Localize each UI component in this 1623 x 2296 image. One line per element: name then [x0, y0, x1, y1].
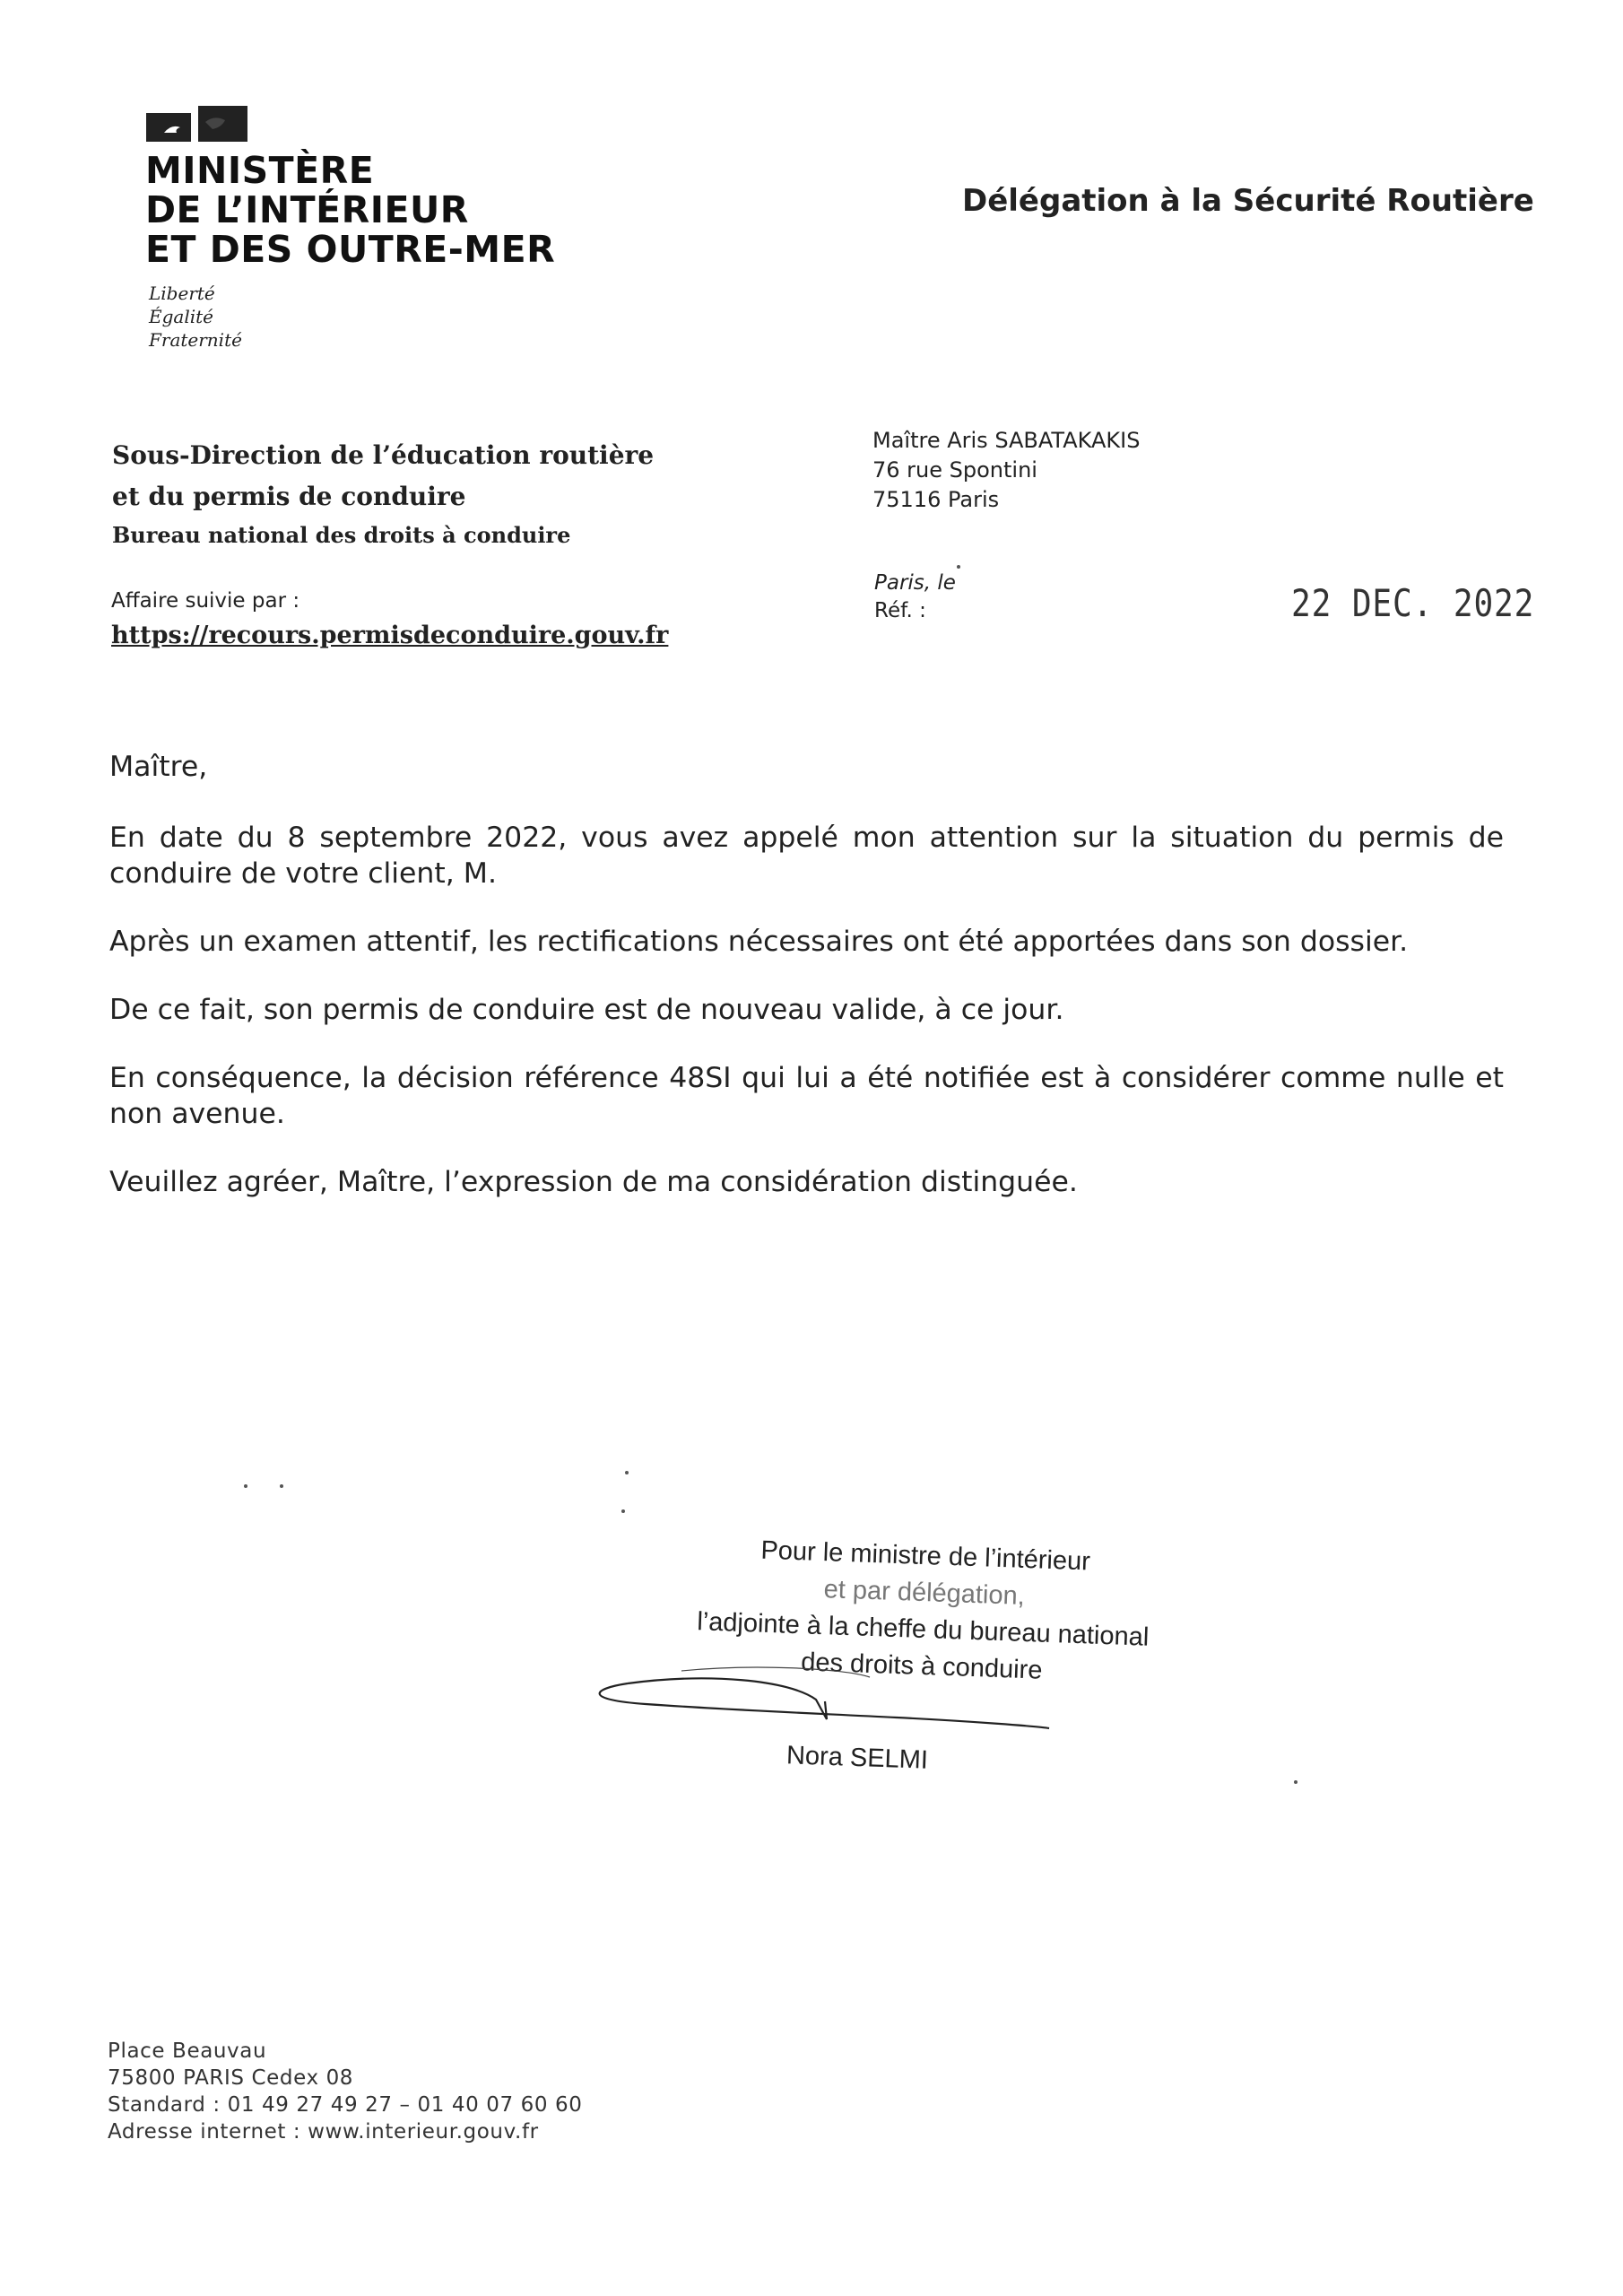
footer-address: [108, 2038, 582, 2145]
letter-body: [109, 749, 1504, 1200]
scan-speck: [957, 565, 960, 569]
reference-label: Réf. :: [874, 599, 926, 622]
recipient-name: Maître Aris SABATAKAKIS: [872, 428, 1141, 453]
footer-line-3: Standard : 01 49 27 49 27 – 01 40 07 60 60: [108, 2093, 583, 2117]
republique-francaise-logo: [146, 106, 249, 142]
place-date-label: Paris, le: [874, 571, 956, 595]
signature-line-3: l’adjointe à la cheffe du bureau national: [696, 1607, 1150, 1652]
scan-speck: [244, 1484, 247, 1488]
scan-speck: [621, 1509, 625, 1513]
recipient-street: 76 rue Spontini: [872, 457, 1037, 483]
signature-line-2: et par délégation,: [823, 1575, 1026, 1611]
paragraph-1: En date du 8 septembre 2022, vous avez appelé mon attention sur la situation du permis de conduire de votre client, M.: [109, 822, 1504, 890]
service-line-2: et du permis de conduire: [112, 482, 466, 511]
footer-line-1: Place Beauvau: [108, 2039, 267, 2063]
recipient-city: 75116 Paris: [872, 487, 1000, 512]
recipient-address: [872, 426, 1140, 515]
paragraph-3: De ce fait, son permis de conduire est de nouveau valide, à ce jour.: [109, 994, 1064, 1026]
signatory-name: Nora SELMI: [785, 1741, 929, 1775]
scan-speck: [280, 1484, 283, 1488]
footer-line-4: Adresse internet : www.interieur.gouv.fr: [108, 2120, 539, 2144]
signature-line-1: Pour le ministre de l’intérieur: [759, 1535, 1091, 1577]
date-stamp: 22 DEC. 2022: [1291, 581, 1535, 625]
service-line-3: Bureau national des droits à conduire: [112, 522, 571, 548]
service-block: [112, 435, 654, 553]
scan-speck: [1294, 1780, 1298, 1784]
salutation: Maître,: [109, 751, 208, 783]
delegation-title: Délégation à la Sécurité Routière: [962, 183, 1534, 219]
devise-egalite: Égalité: [149, 306, 213, 327]
ministry-line-3: ET DES OUTRE-MER: [145, 228, 556, 271]
signature-line-4: des droits à conduire: [800, 1648, 1043, 1685]
footer-line-2: 75800 PARIS Cedex 08: [108, 2066, 354, 2090]
devise: [149, 282, 242, 352]
ministry-line-1: MINISTÈRE: [145, 149, 375, 192]
affaire-label: Affaire suivie par :: [111, 589, 300, 613]
paragraph-2: Après un examen attentif, les rectifications nécessaires ont été apportées dans son dossier.: [109, 926, 1409, 958]
paragraph-4: En conséquence, la décision référence 48SI qui lui a été notifiée est à considérer comme nulle et non avenue.: [109, 1062, 1504, 1130]
ministry-name: [145, 151, 555, 269]
recours-link[interactable]: https://recours.permisdeconduire.gouv.fr: [111, 622, 669, 649]
closing: Veuillez agréer, Maître, l’expression de ma considération distinguée.: [109, 1166, 1078, 1198]
ministry-line-2: DE L’INTÉRIEUR: [145, 188, 469, 231]
devise-fraternite: Fraternité: [149, 329, 242, 351]
scan-speck: [625, 1471, 629, 1474]
devise-liberte: Liberté: [149, 283, 215, 304]
service-line-1: Sous-Direction de l’éducation routière: [112, 440, 655, 470]
